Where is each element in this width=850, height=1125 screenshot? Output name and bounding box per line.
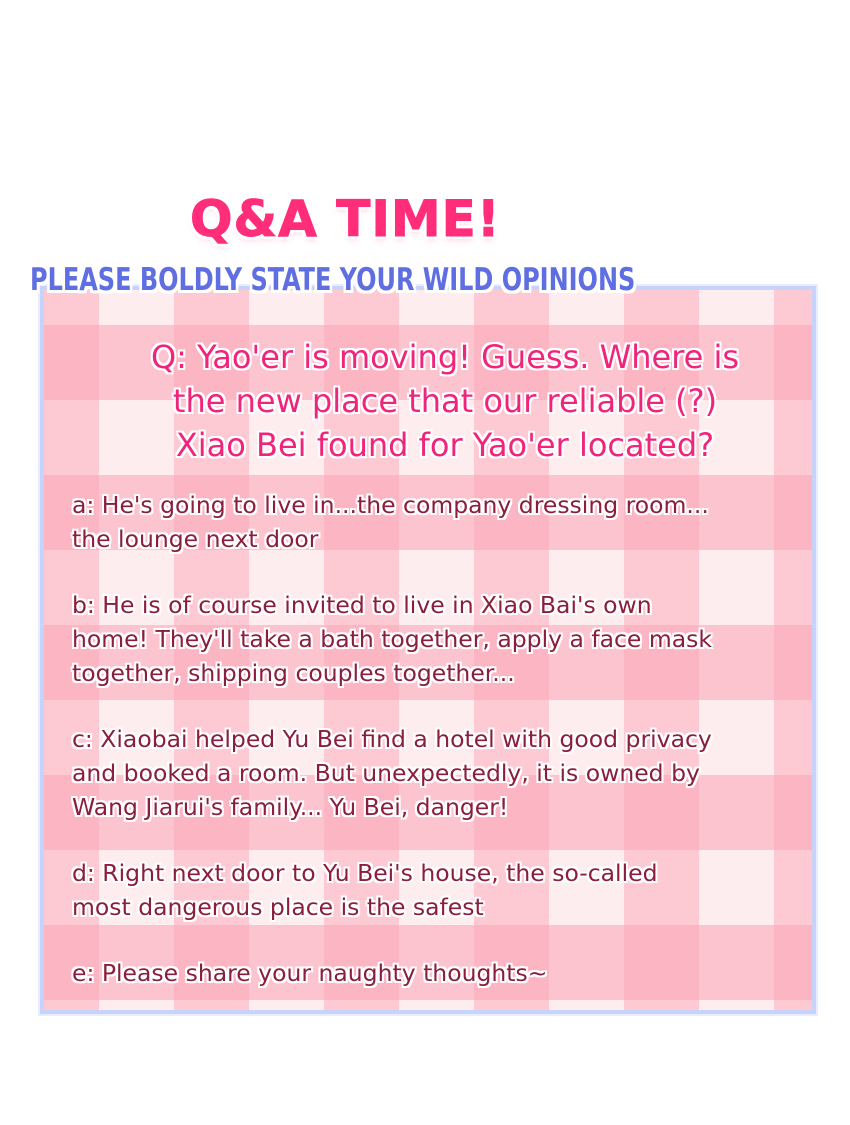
page-title: Q&A TIME!: [190, 190, 501, 248]
question-line: Q: Yao'er is moving! Guess. Where is: [150, 338, 740, 376]
answer-line: together, shipping couples together...: [72, 659, 515, 687]
question-line: Xiao Bei found for Yao'er located?: [175, 426, 715, 464]
answer-line: Wang Jiarui's family... Yu Bei, danger!: [72, 793, 509, 821]
answer-list: [72, 488, 772, 1022]
page-subtitle: PLEASE BOLDLY STATE YOUR WILD OPINIONS: [30, 262, 636, 298]
answer-option-e: [72, 956, 772, 990]
answer-option-d: [72, 856, 772, 924]
answer-line: most dangerous place is the safest: [72, 893, 484, 921]
question-line: the new place that our reliable (?): [172, 382, 718, 420]
answer-option-b: [72, 588, 772, 690]
answer-line: d: Right next door to Yu Bei's house, the so-called: [72, 859, 658, 887]
answer-line: home! They'll take a bath together, apply a face mask: [72, 625, 713, 653]
question-text: [110, 335, 780, 467]
answer-line: a: He's going to live in...the company dressing room...: [72, 491, 709, 519]
answer-line: b: He is of course invited to live in Xiao Bai's own: [72, 591, 652, 619]
answer-line: the lounge next door: [72, 525, 319, 553]
answer-option-a: [72, 488, 772, 556]
answer-line: e: Please share your naughty thoughts~: [72, 959, 548, 987]
answer-option-c: [72, 722, 772, 824]
answer-line: and booked a room. But unexpectedly, it is owned by: [72, 759, 700, 787]
answer-line: c: Xiaobai helped Yu Bei find a hotel with good privacy: [72, 725, 712, 753]
